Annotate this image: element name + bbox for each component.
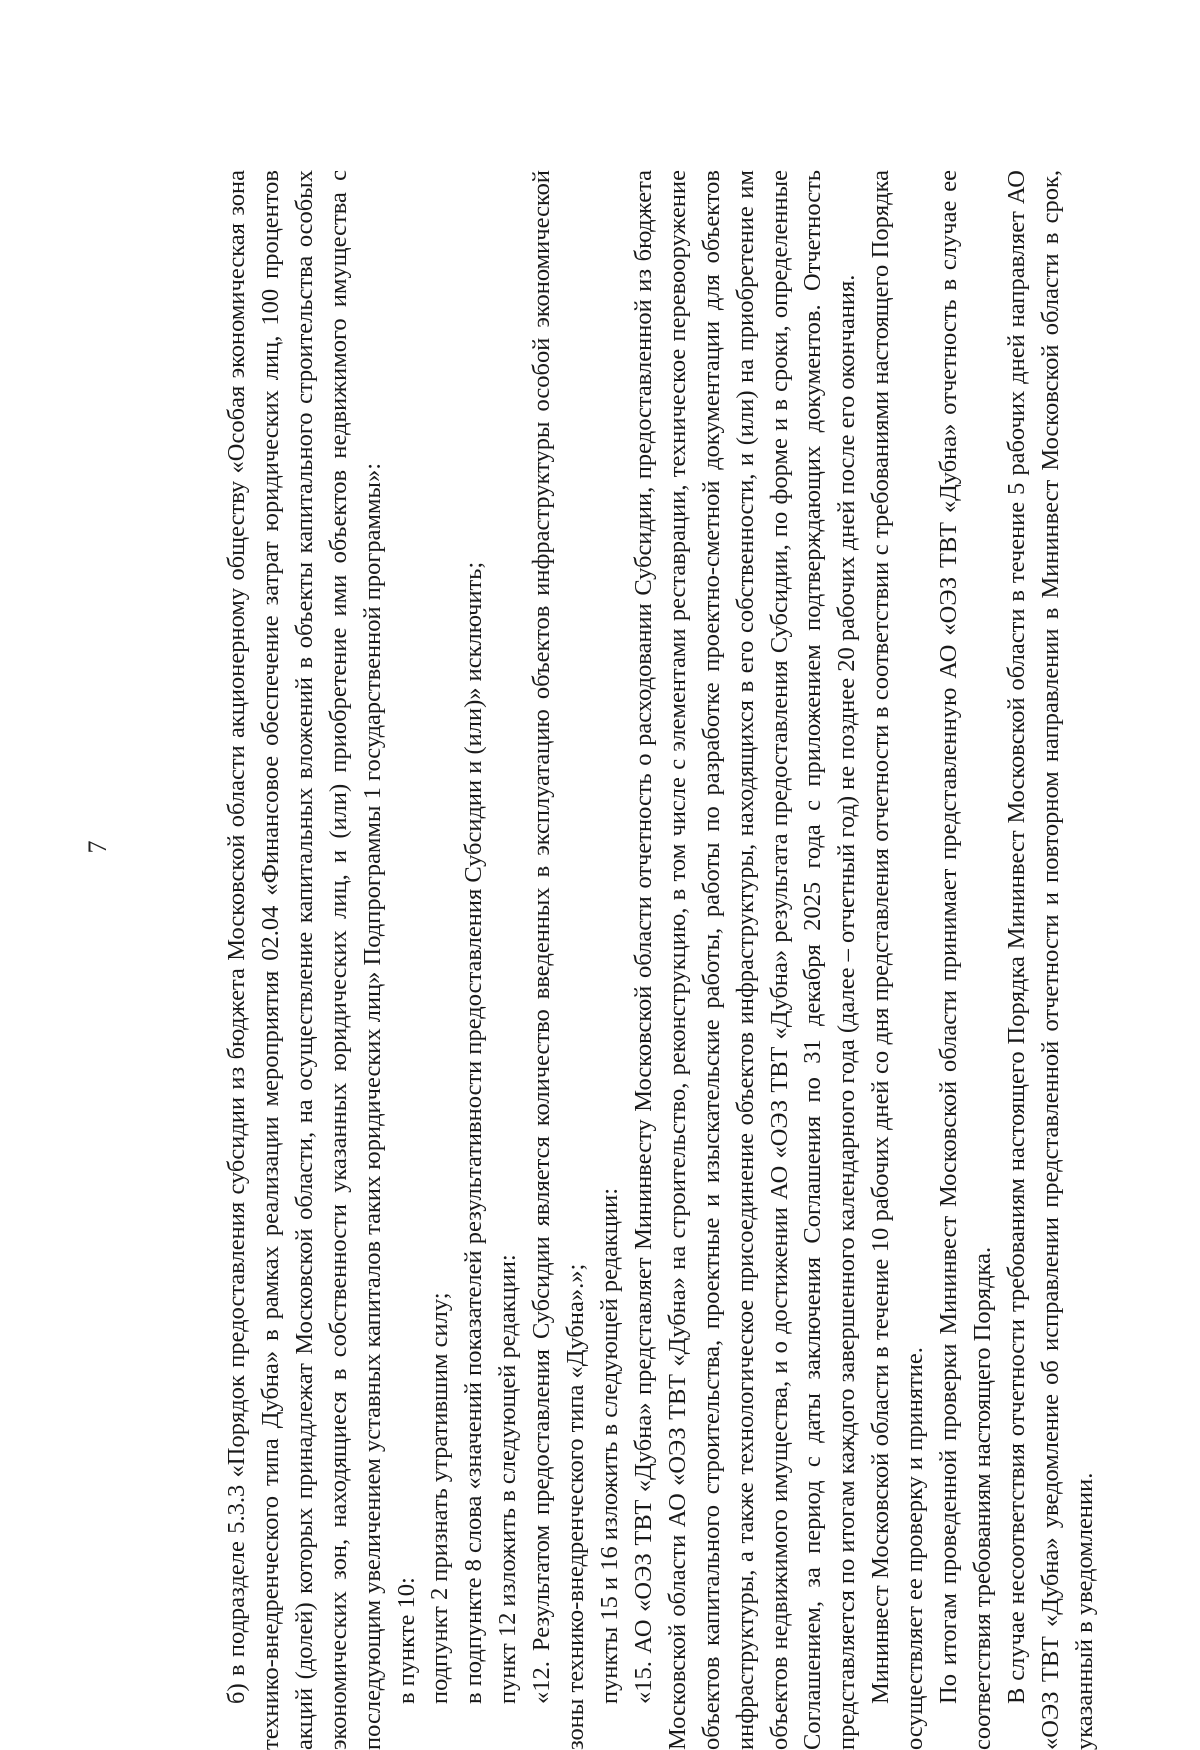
paragraph-point-12-intro: пункт 12 изложить в следующей редакции: xyxy=(494,1254,522,1704)
paragraph-point-10: в пункте 10: xyxy=(392,1577,420,1704)
paragraph-point-12: «12. Результатом предоставления Субсидии является количество введенных в эксплуатацию объектов инфраструктуры особой экономической зоны технико-внедренческого типа «Дубна».»; xyxy=(528,170,590,1750)
page-number: 7 xyxy=(83,840,112,854)
paragraph-acceptance: По итогам проведенной проверки Мининвест Московской области принимает представленную АО «ОЭЗ ТВТ «Дубна» отчетность в случае ее соответствия требованиям настоящего Порядка. xyxy=(935,170,996,1750)
rotated-body xyxy=(220,170,1140,1750)
paragraph-points-15-16-intro: пункты 15 и 16 изложить в следующей редакции: xyxy=(595,1187,623,1704)
paragraph-subpoint-8: в подпункте 8 слова «значений показателей результативности предоставления Субсидии и (или)» исключить; xyxy=(460,561,488,1704)
document-text xyxy=(220,170,1102,1750)
paragraph-nonconformity: В случае несоответствия отчетности требованиям настоящего Порядка Мининвест Московской области в течение 5 рабочих дней направляет АО «ОЭЗ ТВТ «Дубна» уведомление об исправлении представленной отчетности и повторном направлении в Мининвест Московской области в срок, указанный в уведомлении. xyxy=(1002,170,1098,1750)
paragraph-point-15: «15. АО «ОЭЗ ТВТ «Дубна» представляет Мининвесту Московской области отчетность о расходовании Субсидии, предоставленной из бюджета Московской области АО «ОЭЗ ТВТ «Дубна» на строительство, реконструкцию, в том числе с элементами реставрации, техническое перевооружение объектов капитального строительства, проектные и изыскательские работы, работы по разработке проектно-сметной документации для объектов инфраструктуры, а также технологическое присоединение объектов инфраструктуры, находящихся в его собственности, и (или) на приобретение им объектов недвижимого имущества, и о достижении АО «ОЭЗ ТВТ «Дубна» результата предоставления Субсидии, по форме и в сроки, определенные Соглашением, за период с даты заключения Соглашения по 31 декабря 2025 года с приложением подтверждающих документов. Отчетность представляется по итогам каждого завершенного календарного года (далее – отчетный год) не позднее 20 рабочих дней после его окончания. xyxy=(629,170,861,1750)
paragraph-check-period: Мининвест Московской области в течение 10 рабочих дней со дня представления отчетности в соответствии с требованиями настоящего Порядка осуществляет ее проверку и принятие. xyxy=(867,170,929,1750)
paragraph-subpoint-2: подпункт 2 признать утратившим силу; xyxy=(426,1292,454,1704)
paragraph-subsection-b: б) в подразделе 5.3.3 «Порядок предоставления субсидии из бюджета Московской области акционерному обществу «Особая экономическая зона технико-внедренческого типа Дубна» в рамках реализации мероприятия 02.04 «Финансовое обеспечение затрат юридических лиц, 100 процентов акций (долей) которых принадлежат Московской области, на осуществление капитальных вложений в объекты капитального строительства особых экономических зон, находящиеся в собственности указанных юридических лиц, и (или) приобретение ими объектов недвижимого имущества с последующим увеличением уставных капиталов таких юридических лиц» Подпрограммы 1 государственной программы»: xyxy=(223,170,386,1750)
